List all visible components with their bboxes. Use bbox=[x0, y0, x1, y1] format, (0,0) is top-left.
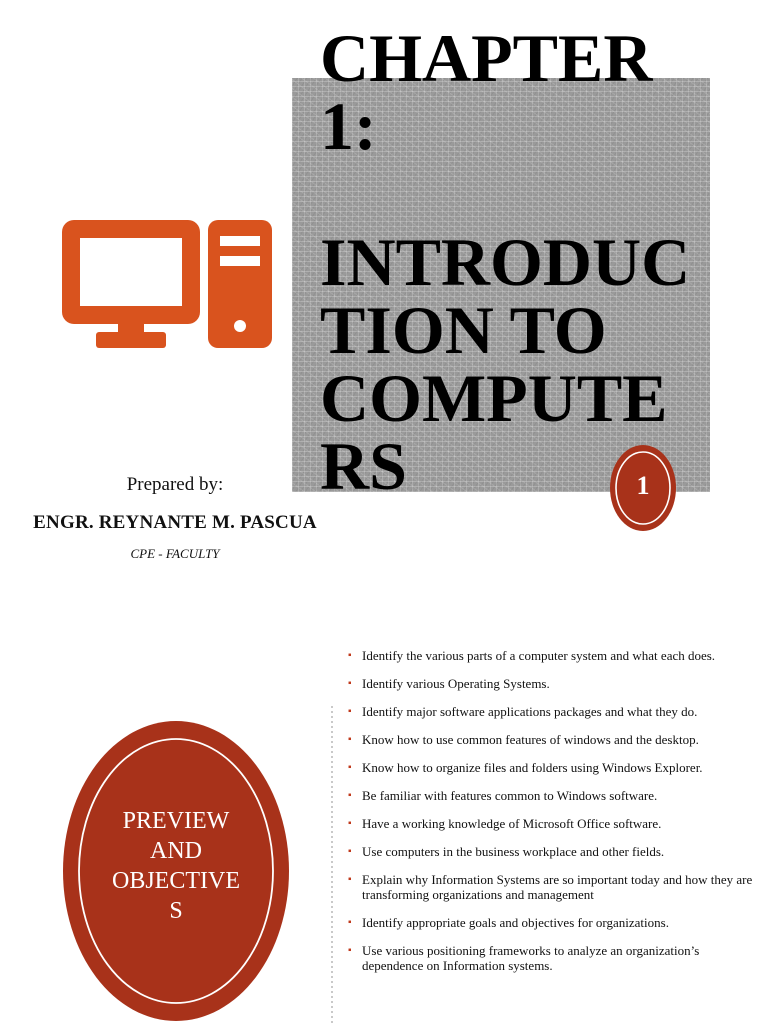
preview-heading-line: OBJECTIVE bbox=[112, 868, 240, 894]
desktop-computer-icon bbox=[60, 218, 274, 352]
preview-heading-line: AND bbox=[150, 838, 202, 864]
list-item bbox=[346, 704, 756, 719]
author-name: ENGR. REYNANTE M. PASCUA bbox=[33, 512, 317, 533]
bullet-icon: ▪ bbox=[348, 762, 352, 773]
list-item bbox=[346, 648, 756, 663]
bullet-icon: ▪ bbox=[348, 846, 352, 857]
title-line: INTRODUC bbox=[320, 224, 691, 300]
list-item bbox=[346, 788, 756, 803]
prepared-by-label: Prepared by: bbox=[126, 474, 224, 495]
title-line: RS bbox=[320, 428, 407, 504]
preview-heading-line: PREVIEW bbox=[122, 808, 230, 834]
list-item bbox=[346, 943, 756, 973]
objective-text: Identify various Operating Systems. bbox=[362, 676, 550, 691]
objective-text: Be familiar with features common to Windows software. bbox=[362, 788, 658, 803]
objective-text: Identify the various parts of a computer system and what each does. bbox=[362, 648, 716, 663]
list-item bbox=[346, 732, 756, 747]
title-line: COMPUTE bbox=[320, 360, 668, 436]
chapter-title bbox=[320, 20, 720, 504]
slide-number: 1 bbox=[636, 471, 650, 500]
objective-text: Use various positioning frameworks to analyze an organization’s dependence on Information systems. bbox=[362, 943, 700, 973]
bullet-icon: ▪ bbox=[348, 874, 352, 885]
list-item bbox=[346, 676, 756, 691]
objective-text: Know how to organize files and folders using Windows Explorer. bbox=[362, 760, 703, 775]
objectives-list bbox=[346, 648, 756, 986]
title-line: TION TO bbox=[320, 292, 607, 368]
preview-heading-line: S bbox=[169, 898, 183, 924]
list-item bbox=[346, 816, 756, 831]
objective-text: Know how to use common features of windows and the desktop. bbox=[362, 732, 699, 747]
preview-heading bbox=[62, 806, 290, 926]
bullet-icon: ▪ bbox=[348, 650, 352, 661]
objectives-slide bbox=[0, 618, 768, 1024]
list-item bbox=[346, 844, 756, 859]
bullet-icon: ▪ bbox=[348, 945, 352, 956]
bullet-icon: ▪ bbox=[348, 678, 352, 689]
objective-text: Use computers in the business workplace and other fields. bbox=[362, 844, 665, 859]
objective-text: Identify major software applications packages and what they do. bbox=[362, 704, 698, 719]
bullet-icon: ▪ bbox=[348, 790, 352, 801]
author-role: CPE - FACULTY bbox=[130, 546, 220, 561]
bullet-icon: ▪ bbox=[348, 706, 352, 717]
objective-text: Explain why Information Systems are so important today and how they are transforming organizations and management bbox=[362, 872, 753, 902]
title-line: 1: bbox=[320, 88, 377, 164]
bullet-icon: ▪ bbox=[348, 917, 352, 928]
objective-text: Have a working knowledge of Microsoft Office software. bbox=[362, 816, 662, 831]
bullet-icon: ▪ bbox=[348, 818, 352, 829]
list-item bbox=[346, 915, 756, 930]
dotted-divider bbox=[331, 706, 333, 1024]
objective-text: Identify appropriate goals and objectives for organizations. bbox=[362, 915, 669, 930]
list-item bbox=[346, 872, 756, 902]
list-item bbox=[346, 760, 756, 775]
bullet-icon: ▪ bbox=[348, 734, 352, 745]
title-line: CHAPTER bbox=[320, 20, 653, 96]
